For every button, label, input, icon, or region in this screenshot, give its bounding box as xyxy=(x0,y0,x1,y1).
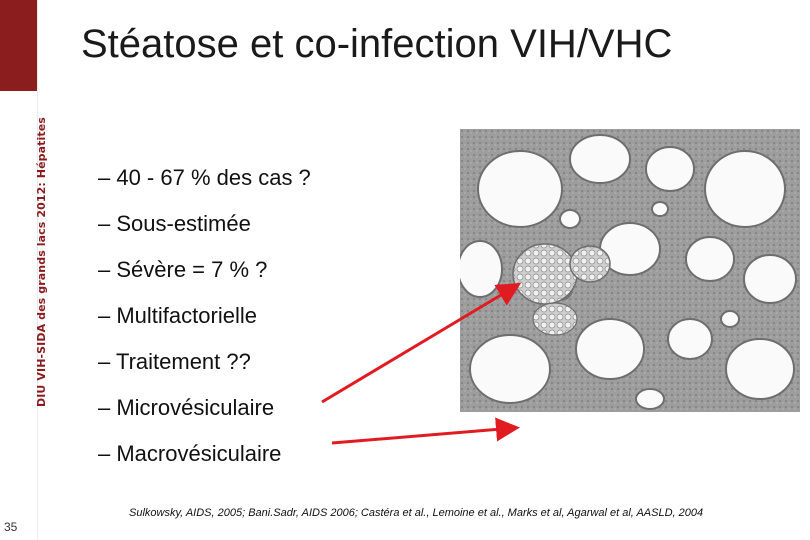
histology-illustration xyxy=(460,129,800,412)
course-label: DIU VIH-SIDA des grands lacs 2012: Hépatites xyxy=(35,117,48,407)
sidebar-accent-block xyxy=(0,0,37,91)
bullet-underestimated: – Sous-estimée xyxy=(98,211,251,236)
bullet-macrovesicular: – Macrovésiculaire xyxy=(98,441,282,466)
bullet-treatment: – Traitement ?? xyxy=(98,349,251,374)
slide-number: 35 xyxy=(4,520,18,534)
arrow-macrovesicular xyxy=(332,428,514,443)
bullet-multifactorial: – Multifactorielle xyxy=(98,303,257,328)
bullet-severe: – Sévère = 7 % ? xyxy=(98,257,268,282)
bullet-microvesicular: – Microvésiculaire xyxy=(98,395,275,420)
slide-title: Stéatose et co-infection VIH/VHC xyxy=(81,22,673,66)
sidebar xyxy=(0,0,48,540)
citation: Sulkowsky, AIDS, 2005; Bani.Sadr, AIDS 2006; Castéra et al., Lemoine et al., Marks et al, Agarwal et al, AASLD, 2004 xyxy=(129,507,704,519)
bullet-list xyxy=(98,155,311,477)
bullet-prevalence: – 40 - 67 % des cas ? xyxy=(98,165,311,190)
histology-image xyxy=(460,129,800,412)
